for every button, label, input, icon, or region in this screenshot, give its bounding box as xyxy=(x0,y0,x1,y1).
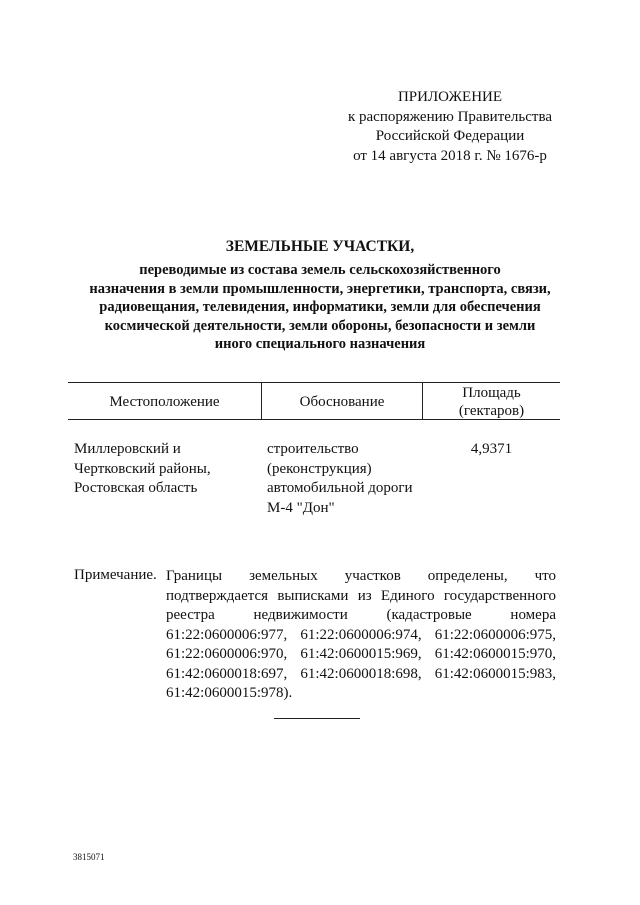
note-line: 61:42:0600015:978). xyxy=(166,685,293,701)
appendix-line-2: Российской Федерации xyxy=(375,128,525,144)
cell-location xyxy=(74,440,211,499)
cell-location-line: Миллеровский и xyxy=(74,441,181,457)
cell-location-line: Чертковский районы, xyxy=(74,460,211,477)
cell-basis-line: (реконструкция) xyxy=(267,460,372,477)
note-line: реестра недвижимости (кадастровые номера xyxy=(166,607,556,623)
note-label: Примечание. xyxy=(74,567,157,583)
subtitle-line: радиовещания, телевидения, информатики, земли для обеспечения xyxy=(99,299,541,315)
document-number: 3815071 xyxy=(73,852,105,862)
header-area-line: Площадь xyxy=(462,385,521,401)
header-area xyxy=(423,384,560,420)
table-top-rule xyxy=(68,382,560,383)
cell-area: 4,9371 xyxy=(470,441,513,457)
note-line: Границы земельных участков определены, что xyxy=(166,568,556,584)
subtitle-line: иного специального назначения xyxy=(214,336,426,352)
subtitle-line: переводимые из состава земель сельскохозяйственного xyxy=(139,262,501,278)
cell-basis-line: автомобильной дороги xyxy=(267,480,413,496)
cell-basis xyxy=(267,440,413,518)
document-title: ЗЕМЕЛЬНЫЕ УЧАСТКИ, xyxy=(225,238,415,255)
note-line: подтверждается выписками из Единого государственного xyxy=(166,587,556,604)
cell-basis-line: строительство xyxy=(267,441,359,457)
end-divider xyxy=(274,718,360,719)
subtitle-line: назначения в земли промышленности, энергетики, транспорта, связи, xyxy=(89,280,551,297)
note-line: 61:22:0600006:977, 61:22:0600006:974, 61:22:0600006:975, xyxy=(166,626,556,643)
cell-basis-line: М-4 "Дон" xyxy=(267,499,335,516)
header-basis: Обоснование xyxy=(299,394,385,410)
cell-location-line: Ростовская область xyxy=(74,480,198,496)
document-subtitle xyxy=(40,261,600,354)
appendix-line-1: к распоряжению Правительства xyxy=(347,108,552,125)
subtitle-line: космической деятельности, земли обороны, безопасности и земли xyxy=(104,317,536,334)
header-location: Местоположение xyxy=(109,394,220,410)
note-line: 61:22:0600006:970, 61:42:0600015:969, 61:42:0600015:970, xyxy=(166,646,556,662)
appendix-heading: ПРИЛОЖЕНИЕ xyxy=(397,89,503,105)
appendix-line-3: от 14 августа 2018 г. № 1676-р xyxy=(353,147,547,164)
appendix-header xyxy=(330,88,570,166)
header-area-unit: (гектаров) xyxy=(458,403,525,419)
note-line: 61:42:0600018:697, 61:42:0600018:698, 61:42:0600015:983, xyxy=(166,665,556,682)
